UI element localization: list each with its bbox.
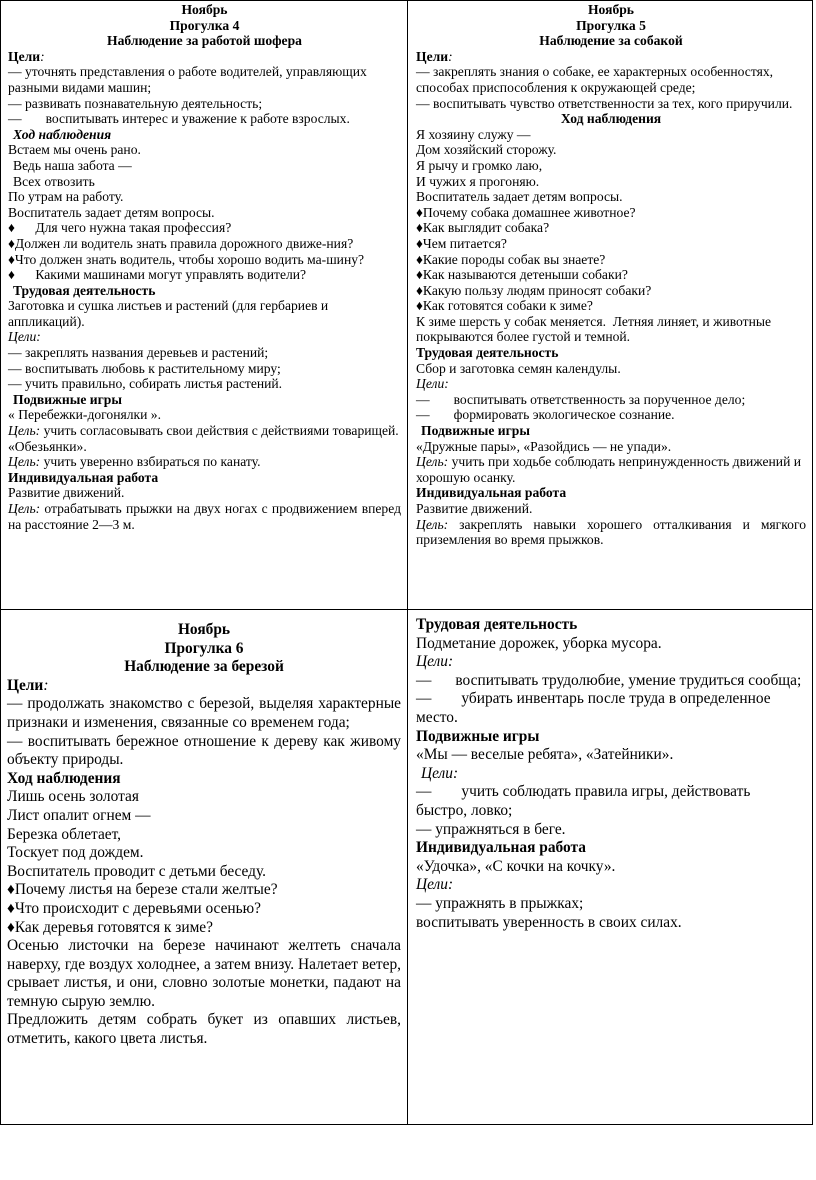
goals-heading: Цели: <box>8 48 45 64</box>
goals-heading: Цели: <box>416 48 453 64</box>
poem-line: Лист опалит огнем — <box>7 806 151 824</box>
poem-line: Я рычу и громко лаю, <box>416 157 543 173</box>
poem-line: Тоскует под дождем. <box>7 844 144 862</box>
labor-heading: Трудовая деятельность <box>416 345 559 361</box>
progress-heading: Ход наблюдения <box>7 769 121 787</box>
walk-heading: Прогулка 4 <box>169 17 240 33</box>
fact-text: К зиме шерсть у собак меняется. Летняя линяет, и животные покрываются более густой и темной. <box>416 313 775 345</box>
labor-text: Подметание дорожек, уборка мусора. <box>416 634 662 652</box>
goal-item: — продолжать знакомство с березой, выделяя характерные признаки и изменения, связанные со временем года; <box>7 695 401 731</box>
goal-item: — развивать познавательную деятельность; <box>8 95 263 111</box>
goal-item: — учить правильно, собирать листья растений. <box>8 376 283 392</box>
goal-item: — воспитывать трудолюбие, умение трудиться сообща; <box>416 671 802 689</box>
individual-goal: Цель: отрабатывать прыжки на двух ногах с продвижением вперед на расстояние 2—3 м. <box>8 501 401 532</box>
goal-item: — воспитывать интерес и уважение к работе взрослых. <box>8 111 350 127</box>
progress-heading: Ход наблюдения <box>13 126 112 142</box>
topic-heading: Наблюдение за работой шофера <box>107 33 302 49</box>
question-item: ♦Какую пользу людям приносят собаки? <box>416 282 652 298</box>
poem-line: Березка облетает, <box>7 825 122 843</box>
individual-goals-label: Цели: <box>416 876 454 894</box>
cell-walk-5 <box>408 1 812 609</box>
game-name: «Обезьянки». <box>8 438 87 454</box>
question-item: ♦Какие породы собак вы знаете? <box>416 251 606 267</box>
goal-item: — воспитывать любовь к растительному миру; <box>8 360 281 376</box>
goal-item: — закреплять знания о собаке, ее характерных особенностях, способах приспособления к окружающей среде; <box>416 64 774 95</box>
game-goal: Цель: учить при ходьбе соблюдать непринужденность движений и хорошую осанку. <box>416 454 802 485</box>
story-text: Осенью листочки на березе начинают желтеть сначала наверху, где воздух холоднее, а затем внизу. Налетает ветер, срывает листья, и они, словно золотые монетки, падают на темную сырую землю. <box>7 937 401 1010</box>
walk-heading: Прогулка 6 <box>164 639 244 657</box>
labor-text: Сбор и заготовка семян календулы. <box>416 360 621 376</box>
goals-heading: Цели: <box>7 676 49 694</box>
individual-heading: Индивидуальная работа <box>416 839 586 857</box>
games-heading: Подвижные игры <box>13 391 122 407</box>
questions-intro: Воспитатель задает детям вопросы. <box>416 189 623 205</box>
game-goal: Цель: учить согласовывать свои действия с действиями товарищей. <box>8 423 399 439</box>
question-item: ♦Как выглядит собака? <box>416 220 550 236</box>
question-item: ♦Почему собака домашнее животное? <box>416 204 636 220</box>
labor-heading: Трудовая деятельность <box>416 616 578 633</box>
question-item: ♦Должен ли водитель знать правила дорожного движе-ния? <box>8 235 354 251</box>
goal-item: — упражняться в беге. <box>416 820 566 838</box>
month-heading: Ноябрь <box>177 621 231 638</box>
month-heading: Ноябрь <box>587 2 634 17</box>
individual-goal: Цель: закреплять навыки хорошего отталкивания и мягкого приземления во время прыжков. <box>416 516 806 548</box>
poem-line: Я хозяину служу — <box>416 126 531 142</box>
individual-text: Развитие движений. <box>8 485 125 501</box>
poem-line: Встаем мы очень рано. <box>8 142 141 158</box>
question-item: ♦Как готовятся собаки к зиме? <box>416 298 593 314</box>
task-text: Предложить детям собрать букет из опавших листьев, отметить, какого цвета листья. <box>7 1011 401 1048</box>
cell-walk-4 <box>1 1 408 609</box>
questions-intro: Воспитатель задает детям вопросы. <box>8 204 215 220</box>
table-row <box>1 1 812 610</box>
poem-line: По утрам на работу. <box>8 189 124 205</box>
question-item: ♦ Какими машинами могут управлять водители? <box>8 267 307 283</box>
games-heading: Подвижные игры <box>416 727 540 745</box>
goal-item: — закреплять названия деревьев и растений; <box>8 345 269 361</box>
questions-intro: Воспитатель проводит с детьми беседу. <box>7 862 267 880</box>
labor-heading: Трудовая деятельность <box>13 282 156 298</box>
games-goals-label: Цели: <box>421 764 459 782</box>
month-heading: Ноябрь <box>181 2 228 17</box>
goal-item: — воспитывать ответственность за порученное дело; <box>416 391 746 407</box>
poem-line: И чужих я прогоняю. <box>416 173 540 189</box>
poem-line: Ведь наша забота — <box>13 157 132 173</box>
question-item: ♦ Для чего нужна такая профессия? <box>8 220 232 236</box>
goal-item: — упражнять в прыжках; <box>416 894 584 912</box>
walk-heading: Прогулка 5 <box>576 17 646 33</box>
goal-item: — воспитывать чувство ответственности за тех, кого приручили. <box>416 95 793 111</box>
individual-heading: Индивидуальная работа <box>8 469 159 485</box>
goal-item: — учить соблюдать правила игры, действовать быстро, ловко; <box>416 783 751 819</box>
poem-line: Дом хозяйский сторожу. <box>416 142 557 158</box>
question-item: ♦Как называются детеныши собаки? <box>416 267 628 283</box>
game-name: «Мы — веселые ребята», «Затейники». <box>416 746 674 764</box>
topic-heading: Наблюдение за березой <box>124 658 284 676</box>
cell-walk-6 <box>1 610 408 1124</box>
goal-item: — убирать инвентарь после труда в определенное место. <box>416 690 771 726</box>
game-name: «Дружные пары», «Разойдись — не упади». <box>416 438 672 454</box>
labor-goals-label: Цели: <box>8 329 41 345</box>
question-item: ♦Чем питается? <box>416 235 507 251</box>
cell-walk-6-continued <box>408 610 812 1124</box>
games-heading: Подвижные игры <box>421 423 530 439</box>
poem-line: Лишь осень золотая <box>7 788 139 806</box>
labor-goals-label: Цели: <box>416 376 449 392</box>
game-name: « Перебежки-догонялки ». <box>8 407 161 423</box>
question-item: ♦Что должен знать водитель, чтобы хорошо водить ма-шину? <box>8 251 365 267</box>
labor-text: Заготовка и сушка листьев и растений (для гербариев и аппликаций). <box>8 298 329 329</box>
goal-item: — воспитывать бережное отношение к дереву как живому объекту природы. <box>7 732 401 769</box>
goal-item: — уточнять представления о работе водителей, управляющих разными видами машин; <box>8 64 367 95</box>
individual-text: «Удочка», «С кочки на кочку». <box>416 857 616 875</box>
topic-heading: Наблюдение за собакой <box>539 33 683 49</box>
labor-goals-label: Цели: <box>416 653 454 671</box>
question-item: ♦Почему листья на березе стали желтые? <box>7 881 278 899</box>
progress-heading: Ход наблюдения <box>560 111 662 127</box>
question-item: ♦Как деревья готовятся к зиме? <box>7 918 213 936</box>
question-item: ♦Что происходит с деревьями осенью? <box>7 899 261 917</box>
individual-heading: Индивидуальная работа <box>416 485 567 501</box>
individual-text: Развитие движений. <box>416 501 533 516</box>
game-goal: Цель: учить уверенно взбираться по канату. <box>8 454 261 470</box>
table-row <box>1 610 812 1124</box>
poem-line: Всех отвозить <box>13 173 95 189</box>
goal-item: — формировать экологическое сознание. <box>416 407 675 423</box>
goal-item: воспитывать уверенность в своих силах. <box>416 913 682 931</box>
